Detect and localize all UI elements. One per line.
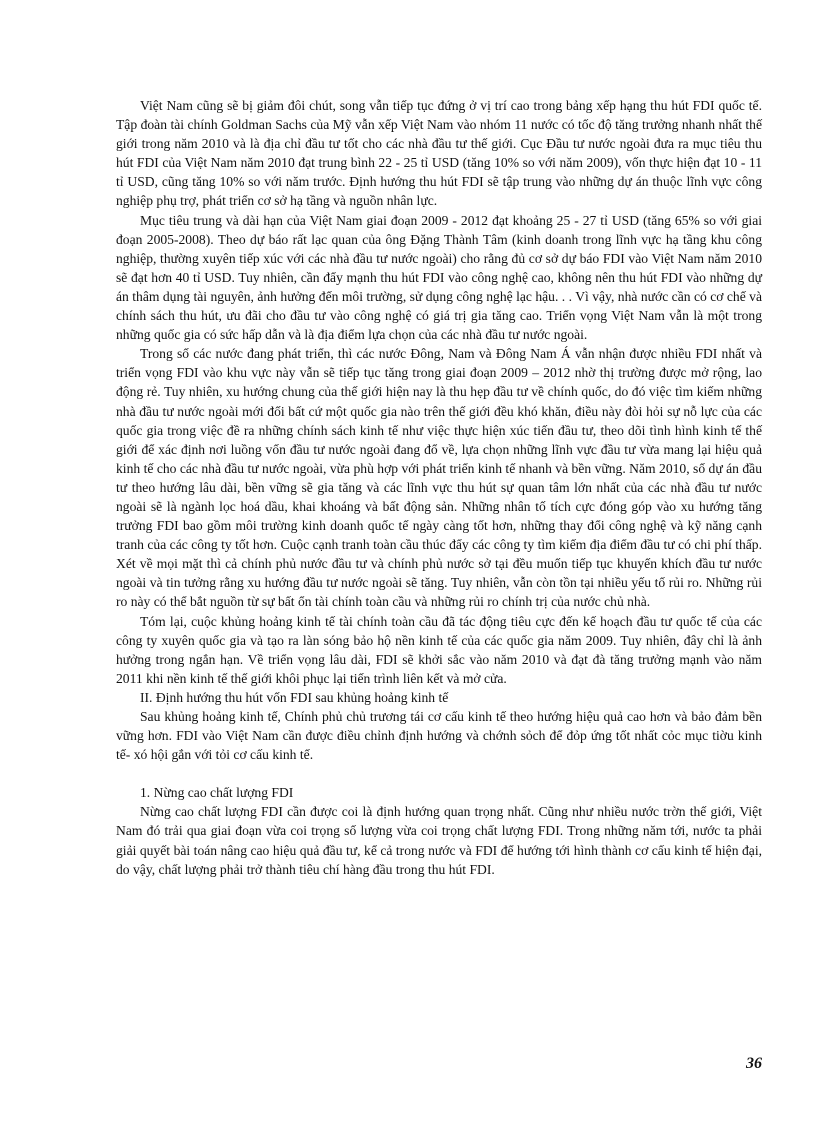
subsection-heading: 1. Nừng cao chất lượng FDI (140, 785, 294, 801)
paragraph: Sau khủng hoảng kinh tế, Chính phủ chủ trương tái cơ cấu kinh tế theo hướng hiệu quả cao hơn và bảo đảm bền vững hơn. FDI vào Việt Nam cần được điều chỉnh định hướng và chớnh sỏch để đỏp ứng tốt nhất cỏc mục tiờu kinh tế- xó hội gắn với tỏi cơ cấu kinh tế. (116, 709, 762, 763)
paragraph: Nừng cao chất lượng FDI cần được coi là định hướng quan trọng nhất. Cũng như nhiều nước trờn thế giới, Việt Nam đó trải qua giai đoạn vừa coi trọng số lượng vừa coi trọng chất lượng FDI. Trong những năm tới, nước ta phải giải quyết bài toán nâng cao hiệu quả đầu tư, kể cả trong nước và FDI để hướng tới hình thành cơ cấu kinh tế hiện đại, do vậy, chất lượng phải trở thành tiêu chí hàng đầu trong thu hút FDI. (116, 804, 762, 877)
page-number: 36 (746, 1055, 762, 1072)
paragraph: Tóm lại, cuộc khủng hoảng kinh tế tài chính toàn cầu đã tác động tiêu cực đến kế hoạch đầu tư quốc tế của các công ty xuyên quốc gia và tạo ra làn sóng bảo hộ nền kinh tế của các quốc gia năm 2009. Tuy nhiên, đây chỉ là ảnh hưởng trong ngắn hạn. Về triển vọng lâu dài, FDI sẽ khởi sắc vào năm 2010 và đạt đà tăng trưởng mạnh vào năm 2011 khi nền kinh tế thế giới khôi phục lại tiến trình liên kết và mở cửa. (116, 613, 762, 686)
section-heading: II. Định hướng thu hút vốn FDI sau khủng hoảng kinh tế (140, 689, 449, 705)
paragraph: Mục tiêu trung và dài hạn của Việt Nam giai đoạn 2009 - 2012 đạt khoảng 25 - 27 tỉ USD (tăng 65% so với giai đoạn 2005-2008). Theo dự báo rất lạc quan của ông Đặng Thành Tâm (kinh doanh trong lĩnh vực hạ tầng khu công nghiệp, thường xuyên tiếp xúc với các nhà đầu tư nước ngoài) cho rằng đủ cơ sở dự báo FDI vào Việt Nam năm 2010 sẽ đạt hơn 40 tỉ USD. Tuy nhiên, cần đẩy mạnh thu hút FDI vào công nghệ cao, không nên thu hút FDI vào những dự án thâm dụng tài nguyên, ảnh hưởng đến môi trường, sử dụng công nghệ lạc hậu. . . Vì vậy, nhà nước cần có cơ chế và chính sách thu hút, ưu đãi cho đầu tư vào công nghệ có giá trị gia tăng cao. Triển vọng Việt Nam vẫn là một trong những quốc gia có sức hấp dẫn và là địa điểm lựa chọn của các nhà đầu tư nước ngoài. (116, 212, 762, 343)
paragraph: Trong số các nước đang phát triển, thì các nước Đông, Nam và Đông Nam Á vẫn nhận được nhiều FDI nhất và triển vọng FDI vào khu vực này vẫn sẽ tiếp tục tăng trong giai đoạn 2009 – 2012 nhờ thị trường được mở rộng, lao động rẻ. Tuy nhiên, xu hướng chung của thế giới hiện nay là thu hẹp đầu tư về chính quốc, do đó việc tìm kiếm những nhà đầu tư nước ngoài mới đối bất cứ một quốc gia nào trên thế giới đều khó khăn, điều này đòi hỏi sự nỗ lực của các quốc gia trong việc đề ra những chính sách kinh tế như việc thực hiện xúc tiến đầu tư, theo dõi tình hình kinh tế thế giới để xác định nơi luồng vốn đầu tư nước ngoài đang đổ về, lựa chọn những lĩnh vực đầu tư vừa mang lại hiệu quả kinh tế cho các nhà đầu tư nước ngoài, vừa phù hợp với phát triển kinh tế nhanh và bền vững. Năm 2010, số dự án đầu tư theo hướng lâu dài, bền vững sẽ gia tăng và các lĩnh vực thu hút sự quan tâm lớn nhất của các nhà đầu tư nước ngoài sẽ là ngành lọc hoá dầu, khai khoáng và bất động sản. Những nhân tố tích cực đóng góp vào xu hướng tăng trưởng FDI bao gồm môi trường kinh doanh quốc tế ngày càng tốt hơn, những thay đổi công nghệ và kỹ năng cạnh tranh của các công ty tốt hơn. Cuộc cạnh tranh toàn cầu thúc đẩy các công ty tìm kiếm địa điểm đầu tư có chi phí thấp. Xét về mọi mặt thì cả chính phủ nước đầu tư và chính phủ nước sở tại đều muốn tiếp tục khuyến khích đầu tư nước ngoài và tin tưởng rằng xu hướng đầu tư nước ngoài sẽ tăng. Tuy nhiên, vẫn còn tồn tại nhiều yếu tố rủi ro. Những rủi ro này có thể bắt nguồn từ sự bất ổn tài chính toàn cầu và những rủi ro chính trị của nước chủ nhà. (116, 346, 762, 610)
blank-line (116, 764, 762, 783)
paragraph: Việt Nam cũng sẽ bị giảm đôi chút, song vẫn tiếp tục đứng ở vị trí cao trong bảng xếp hạng thu hút FDI quốc tế. Tập đoàn tài chính Goldman Sachs của Mỹ vẫn xếp Việt Nam vào nhóm 11 nước có tốc độ tăng trưởng nhanh nhất thế giới trong năm 2010 và là địa chỉ đầu tư tốt cho các nhà đầu tư thế giới. Cục Đầu tư nước ngoài đưa ra mục tiêu thu hút FDI của Việt Nam năm 2010 đạt trung bình 22 - 25 tỉ USD (tăng 10% so với năm 2009), vốn thực hiện đạt 10 - 11 tỉ USD, cũng tăng 10% so với năm trước. Định hướng thu hút FDI sẽ tập trung vào những dự án thuộc lĩnh vực công nghiệp phụ trợ, phát triển cơ sở hạ tầng và nguồn nhân lực. (116, 98, 762, 209)
body-text (116, 96, 762, 879)
